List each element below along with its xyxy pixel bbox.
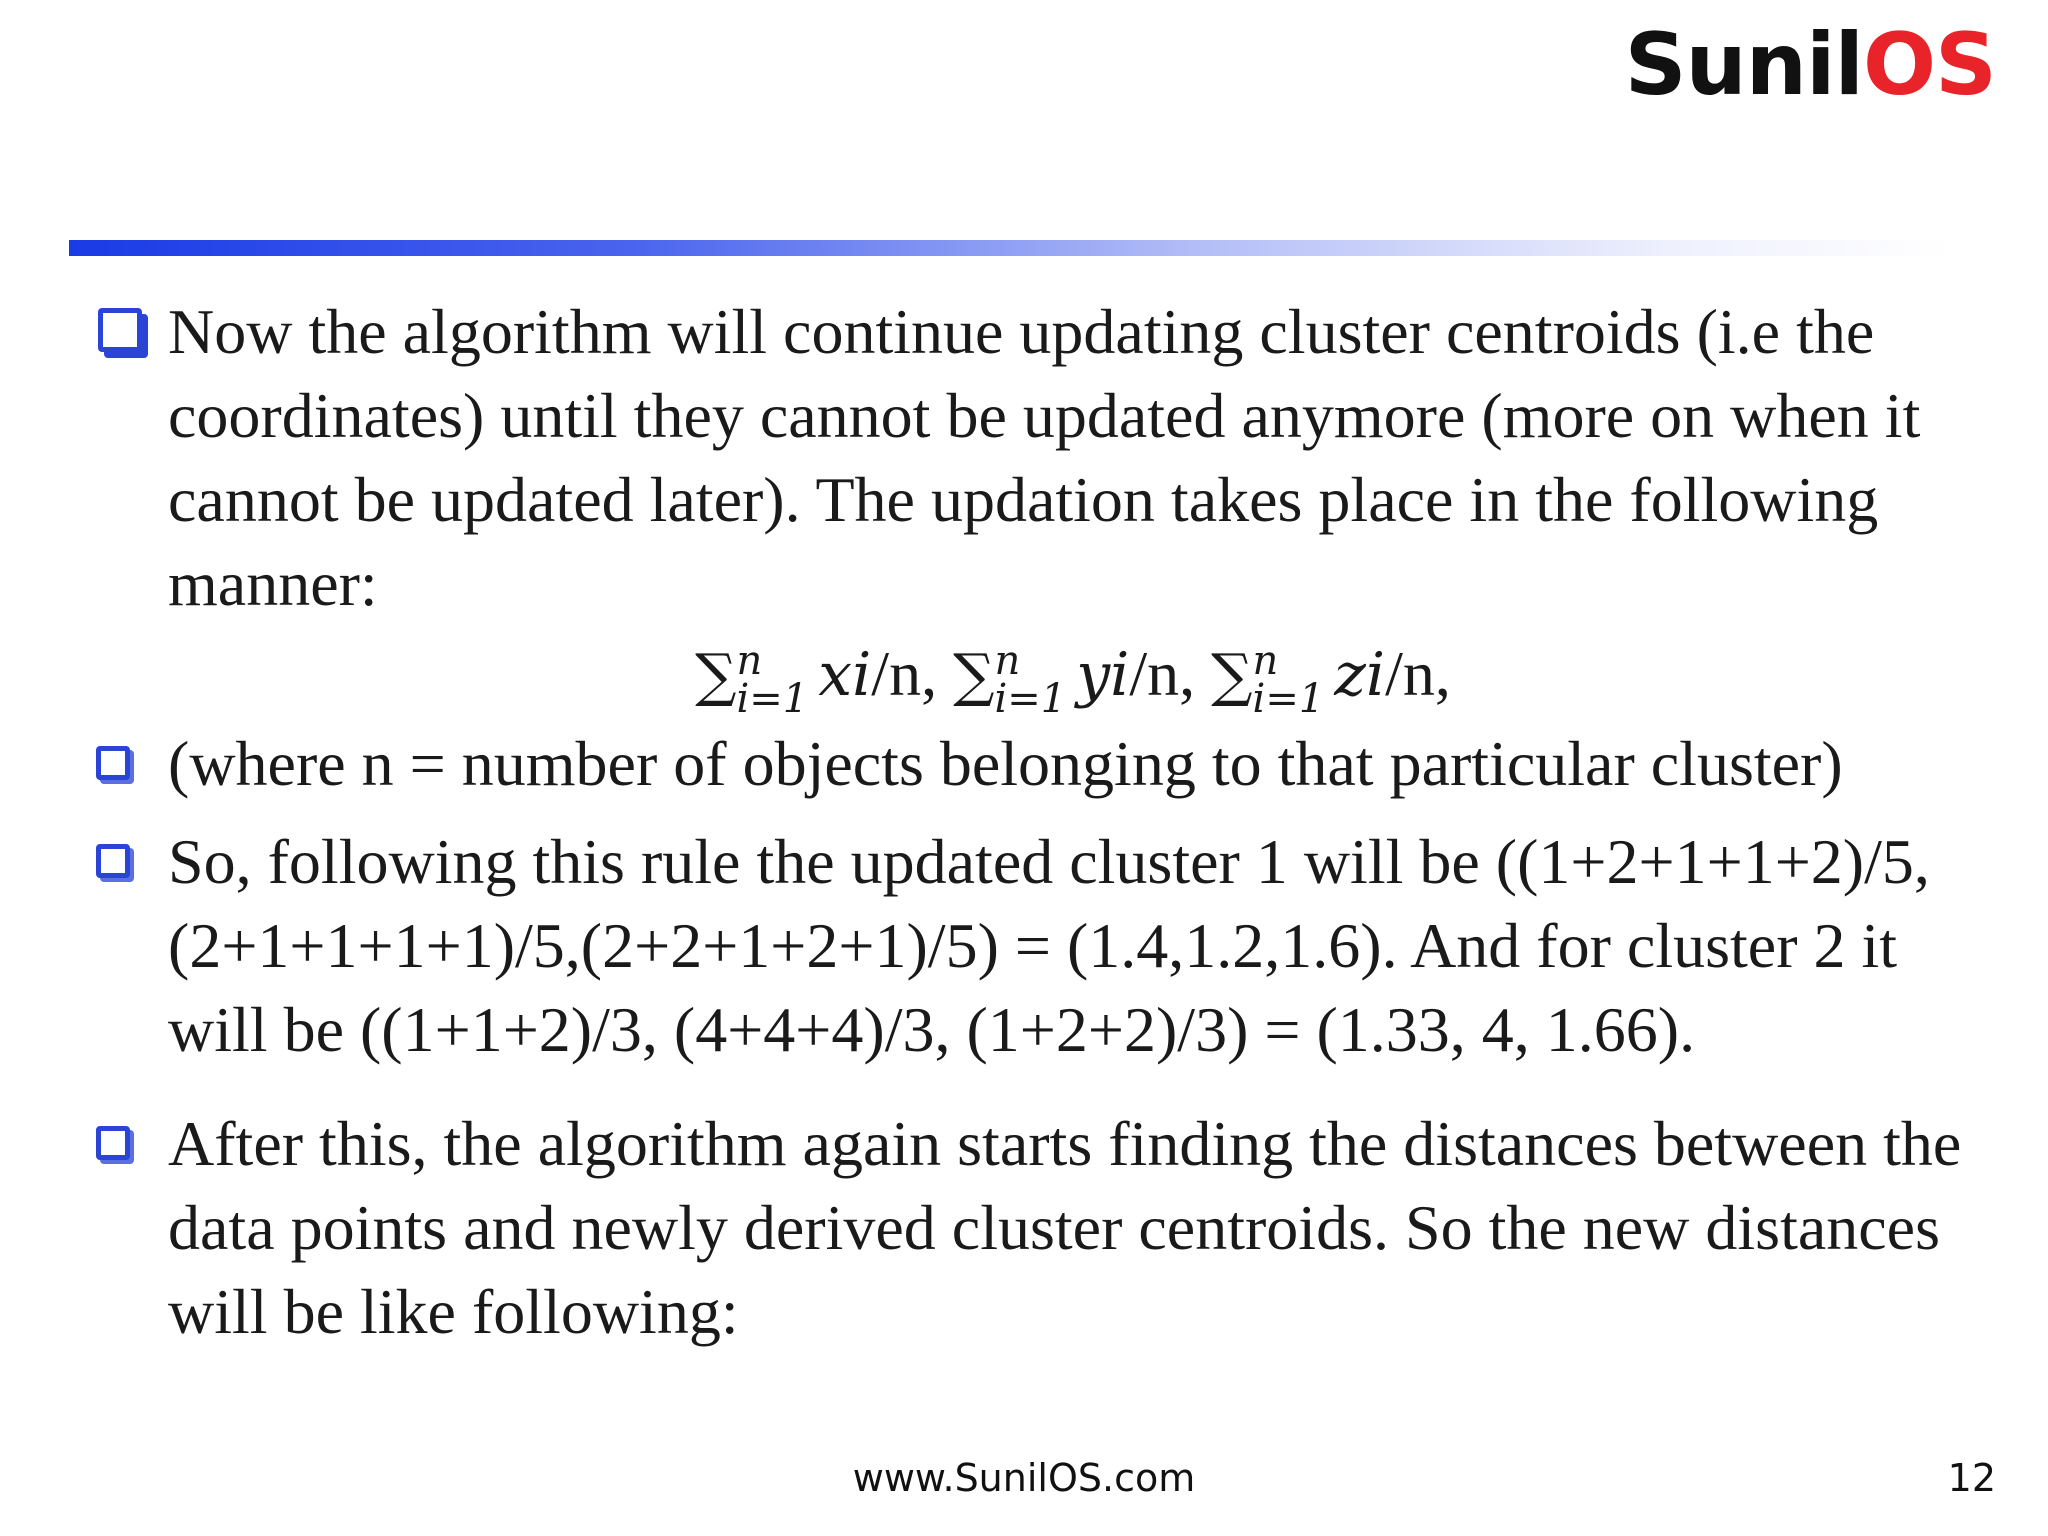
square-bullet-icon: [96, 1126, 130, 1160]
formula-variable: yi: [1076, 640, 1130, 710]
bullet-text: (where n = number of objects belonging to that particular cluster): [168, 728, 1843, 800]
slide-content: [92, 290, 1992, 1354]
sum-lower-limit: i=1: [994, 676, 1067, 723]
bullet-text: So, following this rule the updated cluster 1 will be ((1+2+1+1+2)/5, (2+1+1+1+1)/5,(2+2+1+2+1)/5) = (1.4,1.2,1.6). And for cluster 2 it will be ((1+1+2)/3, (4+4+4)/3, (1+2+2)/3) = (1.33, 4, 1.66).: [168, 826, 1930, 1066]
page-number: 12: [1947, 1456, 1996, 1500]
sum-upper-limit: n: [736, 638, 763, 685]
square-bullet-icon: [96, 844, 130, 878]
formula-divisor: /n,: [1385, 638, 1451, 709]
formula-divisor: /n,: [871, 638, 938, 709]
bullet-text: After this, the algorithm again starts finding the distances between the data points and newly derived cluster centroids. So the new distances will be like following:: [168, 1108, 1962, 1348]
bullet-item: [92, 722, 1992, 806]
sum-lower-limit: i=1: [736, 676, 809, 723]
sunilos-logo: [1624, 15, 1996, 115]
bullet-item: [92, 290, 1992, 626]
formula-term: [695, 638, 953, 723]
bullet-text: Now the algorithm will continue updating cluster centroids (i.e the coordinates) until they cannot be updated anymore (more on when it cannot be updated later). The updation takes place in the following manner:: [168, 296, 1921, 619]
sigma-icon: ∑: [953, 641, 995, 709]
sigma-icon: ∑: [695, 641, 737, 709]
formula-variable: zi: [1334, 640, 1386, 710]
logo-text-sunil: Sunil: [1624, 15, 1863, 115]
sum-upper-limit: n: [994, 638, 1021, 685]
sum-limits: [994, 638, 1067, 723]
title-divider: [69, 240, 1949, 256]
sum-limits: [1252, 638, 1325, 723]
sum-limits: [736, 638, 809, 723]
sum-upper-limit: n: [1252, 638, 1279, 685]
logo-text-os: OS: [1862, 15, 1996, 115]
bullet-item: [92, 820, 1992, 1072]
formula-variable: xi: [818, 640, 872, 710]
square-bullet-icon: [96, 746, 130, 780]
sigma-icon: ∑: [1211, 641, 1253, 709]
formula-term: [1211, 638, 1451, 723]
square-bullet-icon: [98, 308, 142, 352]
bullet-item: [92, 1102, 1992, 1354]
formula-divisor: /n,: [1129, 638, 1196, 709]
sum-lower-limit: i=1: [1252, 676, 1325, 723]
footer-website: www.SunilOS.com: [852, 1456, 1196, 1500]
formula-term: [953, 638, 1211, 723]
centroid-formula: [168, 632, 1978, 723]
